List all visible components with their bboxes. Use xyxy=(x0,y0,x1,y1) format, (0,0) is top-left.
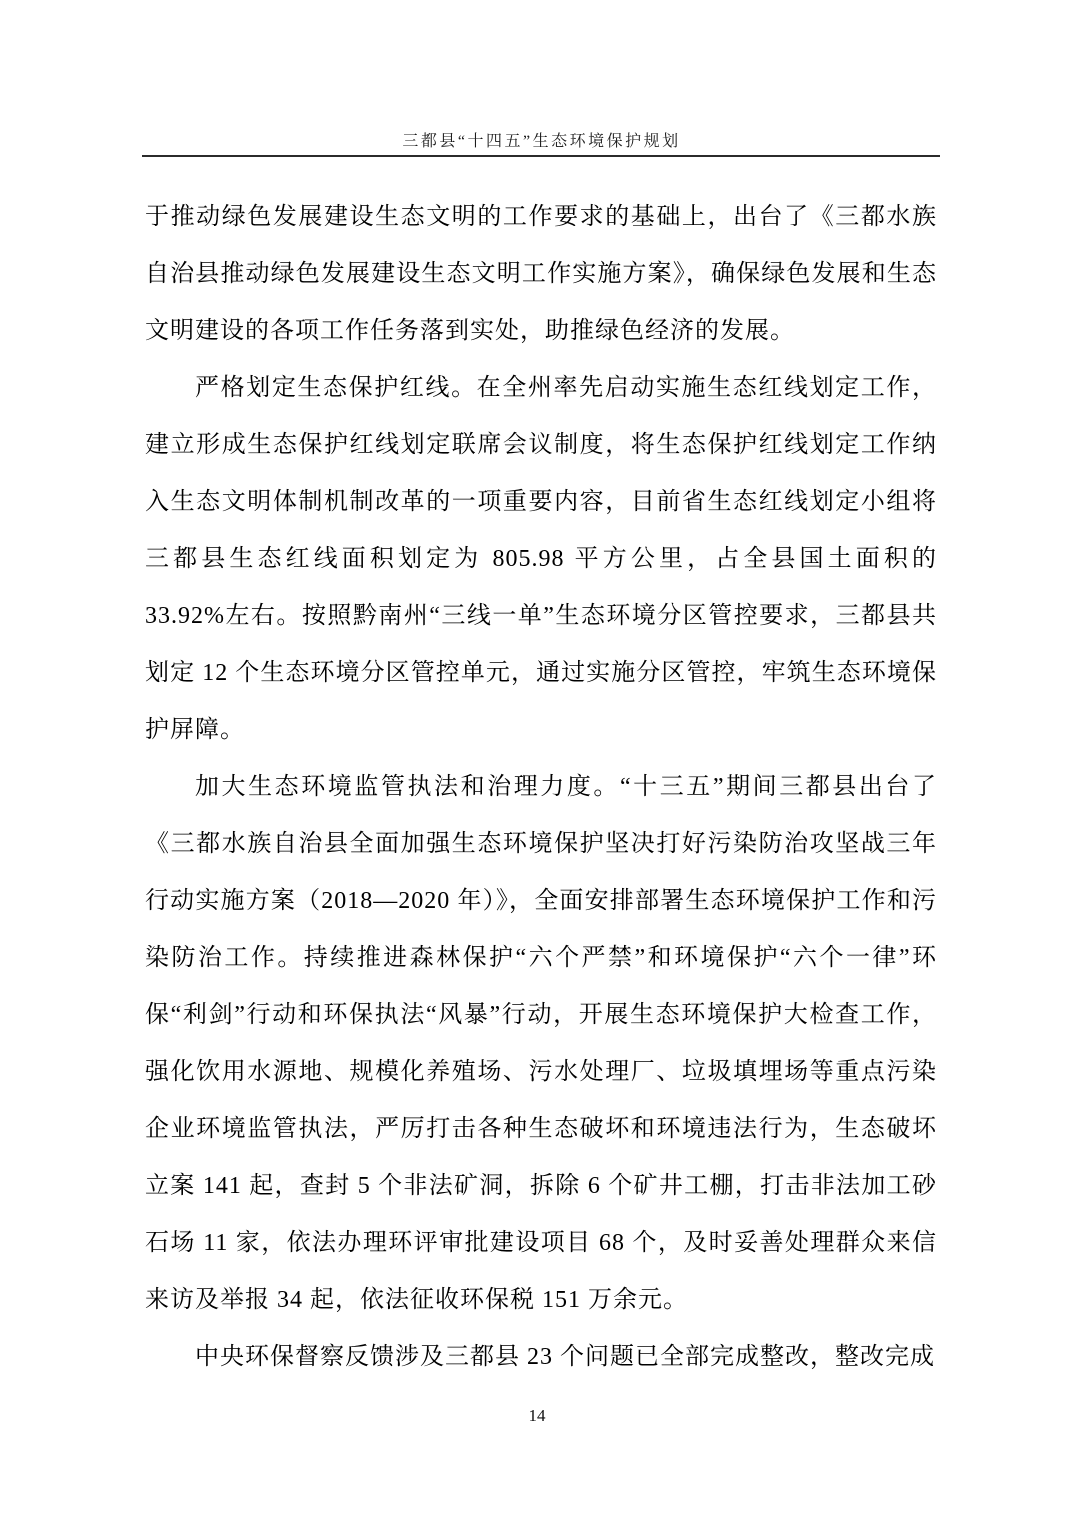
document-body xyxy=(145,189,937,1386)
body-paragraph-2: 严格划定生态保护红线。在全州率先启动实施生态红线划定工作，建立形成生态保护红线划定联席会议制度，将生态保护红线划定工作纳入生态文明体制机制改革的一项重要内容，目前省生态红线划定小组将三都县生态红线面积划定为 805.98 平方公里，占全县国土面积的 33.92%左右。按照黔南州“三线一单”生态环境分区管控要求，三都县共划定 12 个生态环境分区管控单元，通过实施分区管控，牢筑生态环境保护屏障。 xyxy=(145,375,937,743)
header-rule-divider xyxy=(142,155,940,157)
page-number: 14 xyxy=(528,1406,546,1425)
page-header xyxy=(143,131,940,153)
header-title: 三都县“十四五”生态环境保护规划 xyxy=(402,133,681,150)
page-footer xyxy=(0,1406,1074,1426)
body-paragraph-4: 中央环保督察反馈涉及三都县 23 个问题已全部完成整改，整改完成 xyxy=(195,1344,935,1370)
body-paragraph-3: 加大生态环境监管执法和治理力度。“十三五”期间三都县出台了《三都水族自治县全面加强生态环境保护坚决打好污染防治攻坚战三年行动实施方案（2018—2020 年）》，全面安排部署生态环境保护工作和污染防治工作。持续推进森林保护“六个严禁”和环境保护“六个一律”环保“利剑”行动和环保执法“风暴”行动，开展生态环境保护大检查工作，强化饮用水源地、规模化养殖场、污水处理厂、垃圾填埋场等重点污染企业环境监管执法，严厉打击各种生态破坏和环境违法行为，生态破坏立案 141 起，查封 5 个非法矿洞，拆除 6 个矿井工棚，打击非法加工砂石场 11 家，依法办理环评审批建设项目 68 个，及时妥善处理群众来信来访及举报 34 起，依法征收环保税 151 万余元。 xyxy=(145,774,937,1313)
body-paragraph-1: 于推动绿色发展建设生态文明的工作要求的基础上，出台了《三都水族自治县推动绿色发展建设生态文明工作实施方案》，确保绿色发展和生态文明建设的各项工作任务落到实处，助推绿色经济的发展。 xyxy=(145,204,937,344)
